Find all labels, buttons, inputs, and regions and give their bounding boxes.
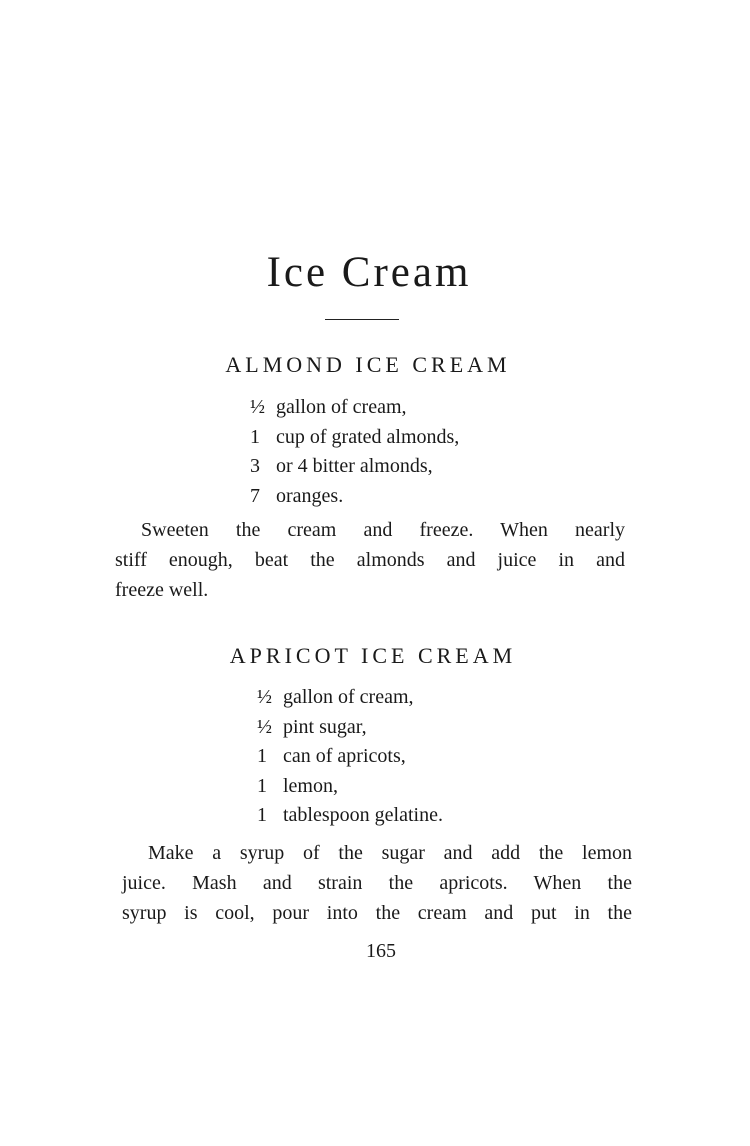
recipe-heading: ALMOND ICE CREAM: [225, 352, 511, 377]
ingredient-text: oranges.: [276, 484, 344, 507]
instruction-line: stiff enough, beat the almonds and juice in and: [115, 549, 625, 571]
recipe-instructions: [122, 838, 632, 928]
ingredient-text: lemon,: [283, 774, 338, 797]
ingredient-quantity: ½: [250, 396, 265, 418]
ingredient-text: or 4 bitter almonds,: [276, 455, 433, 477]
ingredient-item: [257, 772, 443, 802]
ingredient-text: pint sugar,: [283, 715, 367, 738]
ingredient-item: [250, 393, 459, 423]
recipe-instructions: [115, 515, 625, 605]
ingredient-quantity: ½: [257, 686, 272, 708]
recipe-heading: APRICOT ICE CREAM: [229, 643, 517, 668]
instruction-line: freeze well.: [115, 579, 209, 601]
ingredient-item: [257, 713, 443, 743]
ingredient-item: [250, 452, 459, 482]
ingredient-text: tablespoon gelatine.: [283, 804, 443, 826]
instruction-line: juice. Mash and strain the apricots. When the: [122, 872, 632, 894]
instruction-line: Make a syrup of the sugar and add the lemon: [148, 842, 632, 864]
ingredient-quantity: ½: [257, 715, 272, 738]
instruction-line: Sweeten the cream and freeze. When nearly: [141, 519, 625, 541]
ingredient-quantity: 3: [250, 455, 260, 477]
instruction-line: syrup is cool, pour into the cream and put in the: [122, 902, 632, 924]
ingredient-quantity: 1: [257, 745, 267, 767]
ingredient-quantity: 7: [250, 484, 260, 507]
page-number: 165: [366, 940, 396, 962]
chapter-title: Ice Cream: [266, 249, 472, 296]
ingredient-text: gallon of cream,: [283, 686, 414, 708]
ingredient-item: [257, 801, 443, 831]
ingredient-item: [257, 683, 443, 713]
ingredient-item: [250, 482, 459, 512]
ingredient-quantity: 1: [257, 774, 267, 797]
ingredient-item: [250, 423, 459, 453]
ingredient-list: [257, 683, 443, 831]
ingredient-item: [257, 742, 443, 772]
ingredient-list: [250, 393, 459, 511]
ingredient-text: can of apricots,: [283, 745, 406, 767]
ingredient-quantity: 1: [257, 804, 267, 826]
title-rule: [325, 319, 399, 320]
ingredient-text: cup of grated almonds,: [276, 425, 460, 448]
ingredient-quantity: 1: [250, 425, 260, 448]
ingredient-text: gallon of cream,: [276, 396, 407, 418]
